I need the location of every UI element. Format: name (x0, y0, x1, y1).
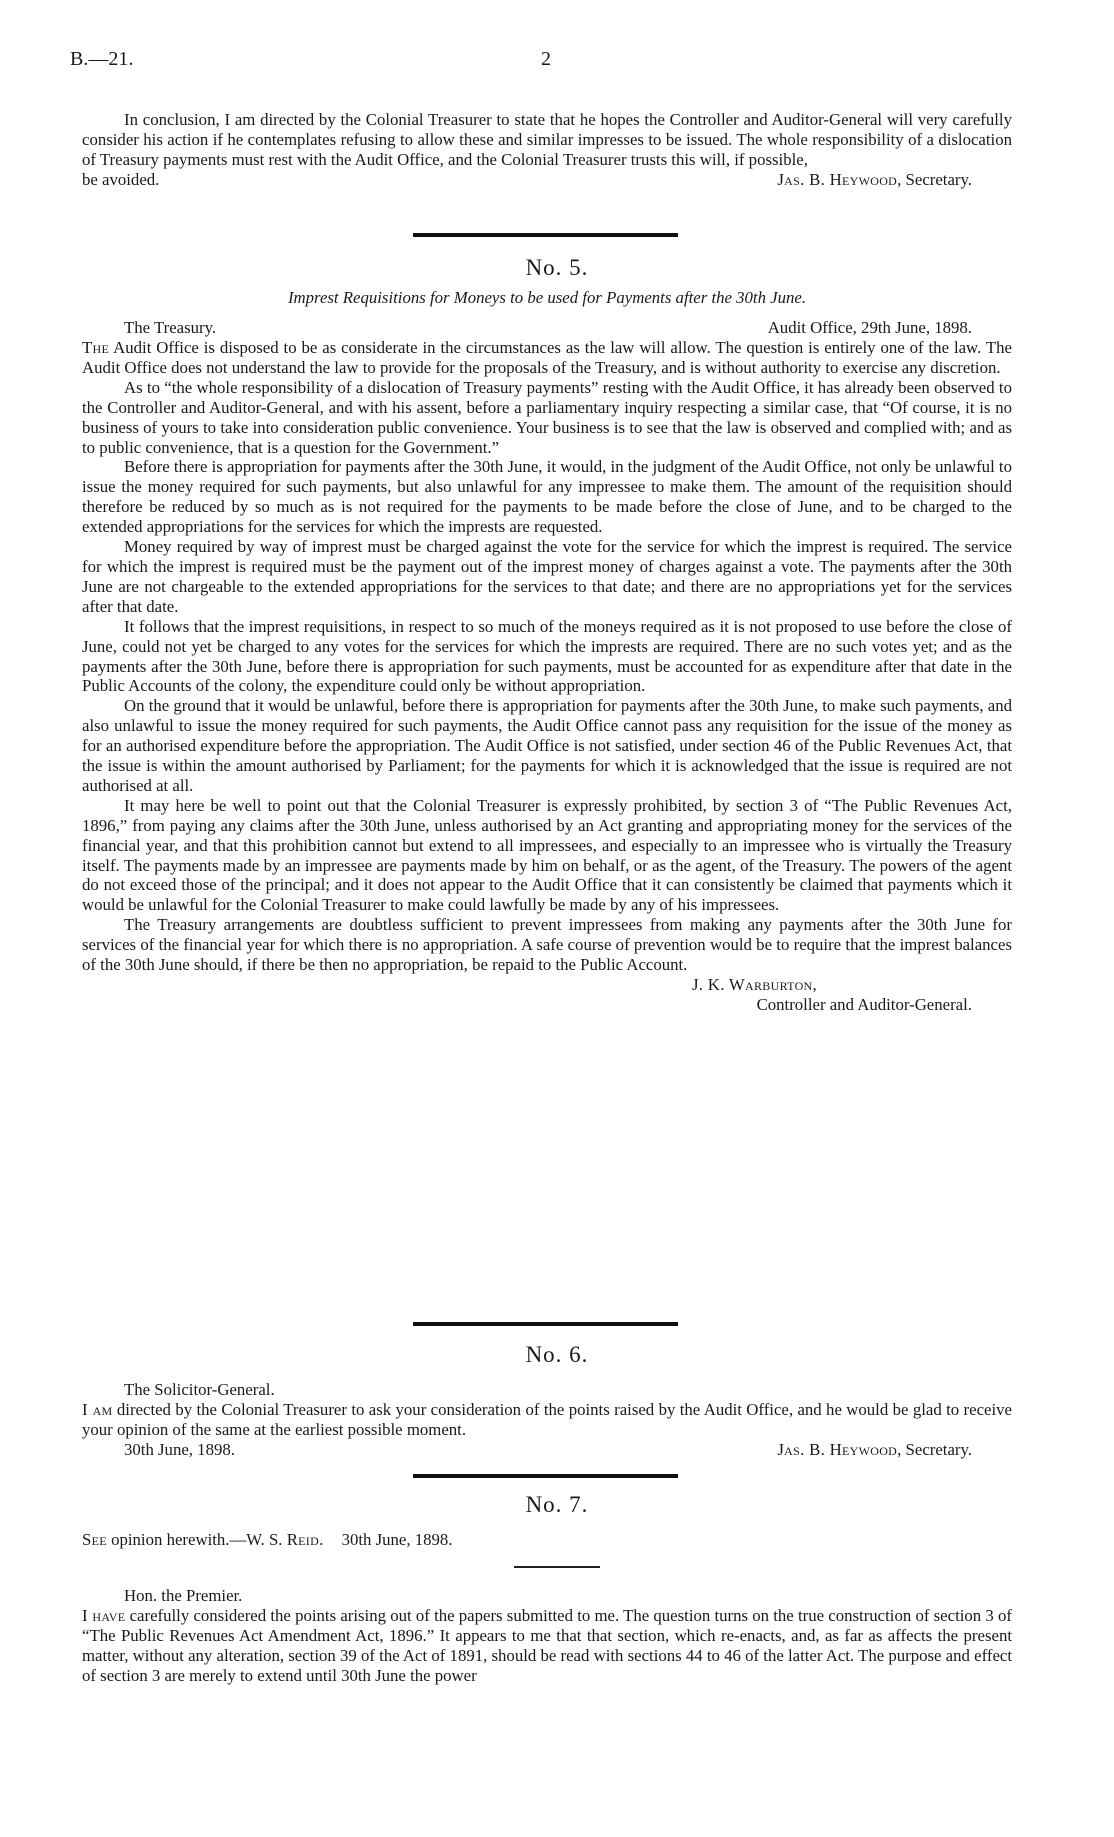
no7-addressee: Hon. the Premier. (124, 1586, 243, 1605)
no6-date: 30th June, 1898. (124, 1439, 235, 1459)
no7-paragraph: I have carefully considered the points arising out of the papers submitted to me. The question turns on the true construction of section 3 of “The Public Revenues Act Amendment Act, 1896.” It appears to me that that section, which re-enacts, and, as far as affects the present matter, without any alteration, section 39 of the Act of 1891, should be read with sections 44 to 46 of the latter Act. The purpose and effect of section 3 are merely to extend until 30th June the power (82, 1606, 1012, 1685)
no5-paragraph-3: Before there is appropriation for payments after the 30th June, it would, in the judgment of the Audit Office, not only be unlawful to issue the money required for such payments, but also unlawful for any impressee to make them. The amount of the requisition should therefore be reduced by so much as is not required for the payments to be made before the close of June, and to be charged to the extended appropriations for the services for which the imprests are requested. (82, 457, 1012, 537)
page-number: 2 (541, 48, 551, 70)
no6-paragraph: I am directed by the Colonial Treasurer to ask your consideration of the points raised by the Audit Office, and he would be glad to receive your opinion of the same at the earliest possible moment. (82, 1400, 1012, 1439)
section-divider (413, 233, 678, 237)
signature-name: Jas. B. Heywood (777, 169, 898, 189)
section-divider (413, 1322, 678, 1326)
section-heading-no7: No. 7. (525, 1492, 589, 1517)
no5-paragraph-4: Money required by way of imprest must be charged against the vote for the service for which the imprest is required. The service for which the imprest is required must be the payment out of the imprest money of charges against a vote. The payments after the 30th June are not chargeable to the extended appropriations for the services to that date; and there are no appropriations yet for the services after that date. (82, 537, 1012, 616)
section-heading-no6: No. 6. (525, 1342, 589, 1367)
no7-minute: See opinion herewith.—W. S. Reid. 30th June, 1898. (82, 1530, 453, 1549)
no5-paragraph-8: The Treasury arrangements are doubtless sufficient to prevent impressees from making any payments after the 30th June for services of the financial year for which there is no appropriation. A safe course of prevention would be to require that the imprest balances of the 30th June should, if there be then no appropriation, be repaid to the Public Account. (82, 915, 1012, 975)
no5-place-date: Audit Office, 29th June, 1898. (767, 318, 972, 337)
signature-title: , Secretary. (897, 169, 972, 189)
conclusion-closing: be avoided. (82, 169, 160, 189)
section-heading-no5: No. 5. (525, 255, 589, 280)
no6-body (82, 1380, 1012, 1460)
conclusion-signature (777, 170, 972, 190)
no7-address-row (82, 1586, 1012, 1606)
no5-addressee: The Treasury. (124, 318, 217, 337)
no7-minute-row (82, 1530, 1012, 1550)
conclusion-section (82, 110, 1012, 190)
minute-divider (514, 1566, 600, 1568)
section-subheading-no5: Imprest Requisitions for Moneys to be used for Payments after the 30th June. (287, 288, 807, 307)
no7-body (82, 1530, 1012, 1550)
no6-date-signature-row (82, 1440, 1012, 1460)
no6-signature: Jas. B. Heywood, Secretary. (777, 1439, 972, 1459)
no7-opinion (82, 1586, 1012, 1686)
conclusion-paragraph: In conclusion, I am directed by the Colonial Treasurer to state that he hopes the Controller and Auditor-General will very carefully consider his action if he contemplates refusing to allow these and similar impresses to be issued. The whole responsibility of a dislocation of Treasury payments must rest with the Audit Office, and the Colonial Treasurer trusts this will, if possible, (82, 110, 1012, 169)
no5-address-row (82, 318, 1012, 338)
no6-address-row (82, 1380, 1012, 1400)
no5-lead-word: The (82, 338, 110, 357)
no5-paragraph-2: As to “the whole responsibility of a dislocation of Treasury payments” resting with the Audit Office, it has already been observed to the Controller and Auditor-General, and with his assent, before a parliamentary inquiry respecting a similar case, that “Of course, it is no business of yours to take into consideration public convenience. Your business is to see that the law is observed and complied with; and as to public convenience, that is a question for the Government.” (82, 377, 1012, 457)
document-reference: B.—21. (70, 48, 134, 70)
no5-signature-title: Controller and Auditor-General. (756, 994, 972, 1014)
no5-body (82, 318, 1012, 1015)
no6-addressee: The Solicitor-General. (124, 1380, 275, 1399)
no5-paragraph-5: It follows that the imprest requisitions, in respect to so much of the moneys required as it is not proposed to use before the close of June, could not yet be charged to any votes for the services for which the imprests are required. There are no such votes yet; and as the payments after the 30th June, before there is appropriation for such payments, must be accounted for as expenditure after that date in the Public Accounts of the colony, the expenditure could only be without appropriation. (82, 616, 1012, 696)
section-divider (413, 1474, 678, 1478)
no5-paragraph-6: On the ground that it would be unlawful, before there is appropriation for payments after the 30th June, to make such payments, and also unlawful to issue the money required for such payments, the Audit Office cannot pass any requisition for the issue of the money as for an authorised expenditure before the appropriation. The Audit Office is not satisfied, under section 46 of the Public Revenues Act, that the issue is within the amount authorised by Parliament; for the payments for which it is acknowledged that the issue is required are not authorised at all. (82, 696, 1012, 795)
no5-signature-name: J. K. Warburton, (691, 975, 817, 994)
no5-paragraph-1: The Audit Office is disposed to be as considerate in the circumstances as the law will allow. The question is entirely one of the law. The Audit Office does not understand the law to provide for the proposals of the Treasury, and is without authority to exercise any discretion. (82, 338, 1012, 377)
conclusion-closing-row (82, 170, 1012, 190)
no5-paragraph-7: It may here be well to point out that the Colonial Treasurer is expressly prohibited, by section 3 of “The Public Revenues Act, 1896,” from paying any claims after the 30th June, unless authorised by an Act granting and appropriating money for the services of the financial year, and that this prohibition cannot but extend to all impressees, and especially to an impressee who is virtually the Treasury itself. The payments made by an impressee are payments made by him on behalf, or as the agent, of the Treasury. The powers of the agent do not exceed those of the principal; and it does not appear to the Audit Office that it can consistently be claimed that payments which it would be unlawful for the Colonial Treasurer to make could lawfully be made by any of his impressees. (82, 795, 1012, 915)
